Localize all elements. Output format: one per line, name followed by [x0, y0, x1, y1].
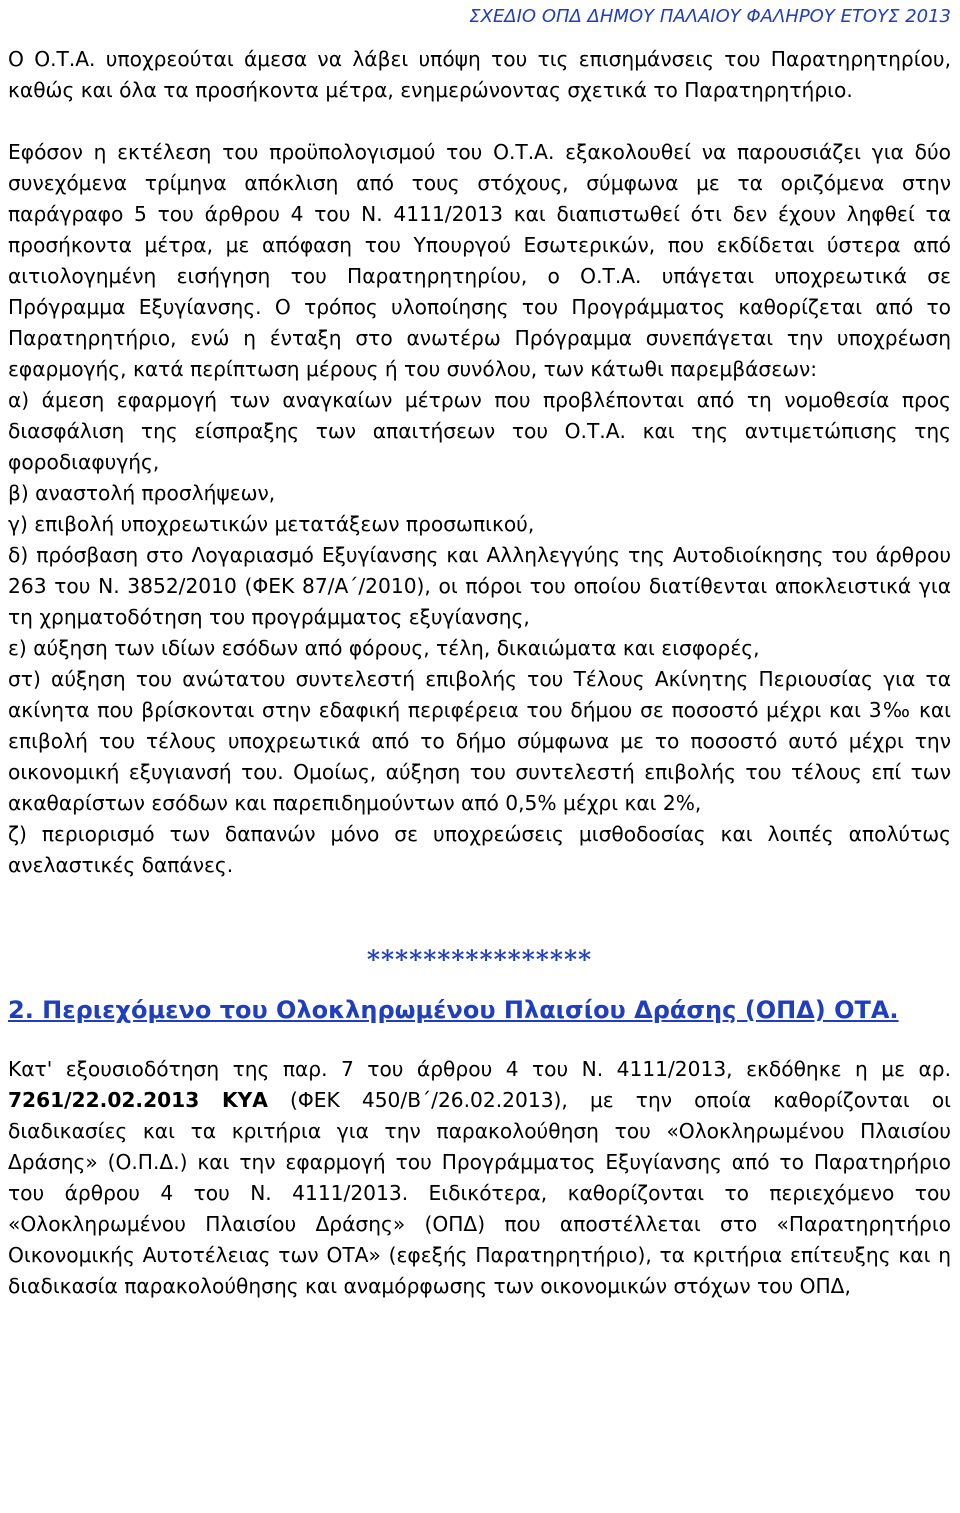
paragraph-recovery-program: Εφόσον η εκτέλεση του προϋπολογισμού του Ο.Τ.Α. εξακολουθεί να παρουσιάζει για δύο συνεχόμενα τρίμηνα απόκλιση από τους στόχους, σύμφωνα με τα οριζόμενα στην παράγραφο 5 του άρθρου 4 του Ν. 4111/2013 και διαπιστωθεί ότι δεν έχουν ληφθεί τα προσήκοντα μέτρα, με απόφαση του Υπουργού Εσωτερικών, που εκδίδεται ύστερα από αιτιολογημένη εισήγηση του Παρατηρητηρίου, ο Ο.Τ.Α. υπάγεται υποχρεωτικά σε Πρόγραμμα Εξυγίανσης. Ο τρόπος υλοποίησης του Προγράμματος καθορίζεται από το Παρατηρητήριο, ενώ η ένταξη στο ανωτέρω Πρόγραμμα συνεπάγεται την υποχρέωση εφαρμογής, κατά περίπτωση μέρους ή του συνόλου, των κάτωθι παρεμβάσεων:	[8, 140, 951, 381]
measure-item-d: δ) πρόσβαση στο Λογαριασμό Εξυγίανσης και Αλληλεγγύης της Αυτοδιοίκησης του άρθρου 263 του Ν. 3852/2010 (ΦΕΚ 87/Α΄/2010), οι πόροι του οποίου διατίθενται αποκλειστικά για τη χρηματοδότηση του προγράμματος εξυγίανσης,	[8, 543, 951, 629]
section-body-decision-ref: 7261/22.02.2013 ΚΥΑ	[8, 1088, 268, 1112]
section-heading: 2. Περιεχόμενο του Ολοκληρωμένου Πλαισίου Δράσης (ΟΠΔ) ΟΤΑ.	[8, 996, 899, 1024]
running-header: ΣΧΕΔΙΟ ΟΠΔ ΔΗΜΟΥ ΠΑΛΑΙΟΥ ΦΑΛΗΡΟΥ ΕΤΟΥΣ 2013	[469, 6, 951, 27]
paragraph-observatory-notice: Ο Ο.Τ.Α. υποχρεούται άμεσα να λάβει υπόψη του τις επισημάνσεις του Παρατηρητηρίου, καθώς και όλα τα προσήκοντα μέτρα, ενημερώνοντας σχετικά το Παρατηρητήριο.	[8, 47, 951, 102]
section-separator: ****************	[366, 945, 593, 974]
section-body-prefix: Κατ' εξουσιοδότηση της παρ. 7 του άρθρου 4 του Ν. 4111/2013, εκδόθηκε η με αρ.	[8, 1057, 951, 1081]
measure-item-e: ε) αύξηση των ιδίων εσόδων από φόρους, τέλη, δικαιώματα και εισφορές,	[8, 636, 760, 660]
measure-item-c: γ) επιβολή υποχρεωτικών μετατάξεων προσωπικού,	[8, 512, 535, 536]
measure-item-st: στ) αύξηση του ανώτατου συντελεστή επιβολής του Τέλους Ακίνητης Περιουσίας για τα ακίνητα που βρίσκονται στην εδαφική περιφέρεια του δήμου σε ποσοστό μέχρι και 3‰ και επιβολή του τέλους υποχρεωτικά από το δήμο σύμφωνα με το ποσοστό αυτό μέχρι την οικονομική εξυγιανσή του. Ομοίως, αύξηση του συντελεστή επιβολής του τέλους επί των ακαθαρίστων εσόδων και παρεπιδημούντων από 0,5% μέχρι και 2%,	[8, 667, 951, 815]
measure-item-b: β) αναστολή προσλήψεων,	[8, 481, 276, 505]
measure-item-z: ζ) περιορισμό των δαπανών μόνο σε υποχρεώσεις μισθοδοσίας και λοιπές απολύτως ανελαστικές δαπάνες.	[8, 822, 951, 877]
section-body-paragraph	[8, 1054, 951, 1302]
section-body-suffix: (ΦΕΚ 450/Β΄/26.02.2013), με την οποία καθορίζονται οι διαδικασίες και τα κριτήρια για την παρακολούθηση του «Ολοκληρωμένου Πλαισίου Δράσης» (Ο.Π.Δ.) και την εφαρμογή του Προγράμματος Εξυγίανσης από το Παρατηρήριο του άρθρου 4 του Ν. 4111/2013. Ειδικότερα, καθορίζονται το περιεχόμενο του «Ολοκληρωμένου Πλαισίου Δράσης» (ΟΠΔ) που αποστέλλεται στο «Παρατηρητήριο Οικονομικής Αυτοτέλειας των ΟΤΑ» (εφεξής Παρατηρητήριο), τα κριτήρια επίτευξης και η διαδικασία παρακολούθησης και αναμόρφωσης των οικονομικών στόχων του ΟΠΔ,	[8, 1088, 952, 1298]
measure-item-a: α) άμεση εφαρμογή των αναγκαίων μέτρων που προβλέπονται από τη νομοθεσία προς διασφάλιση της είσπραξης των απαιτήσεων του Ο.Τ.Α. και της αντιμετώπισης της φοροδιαφυγής,	[8, 388, 951, 474]
document-page	[8, 0, 951, 1302]
